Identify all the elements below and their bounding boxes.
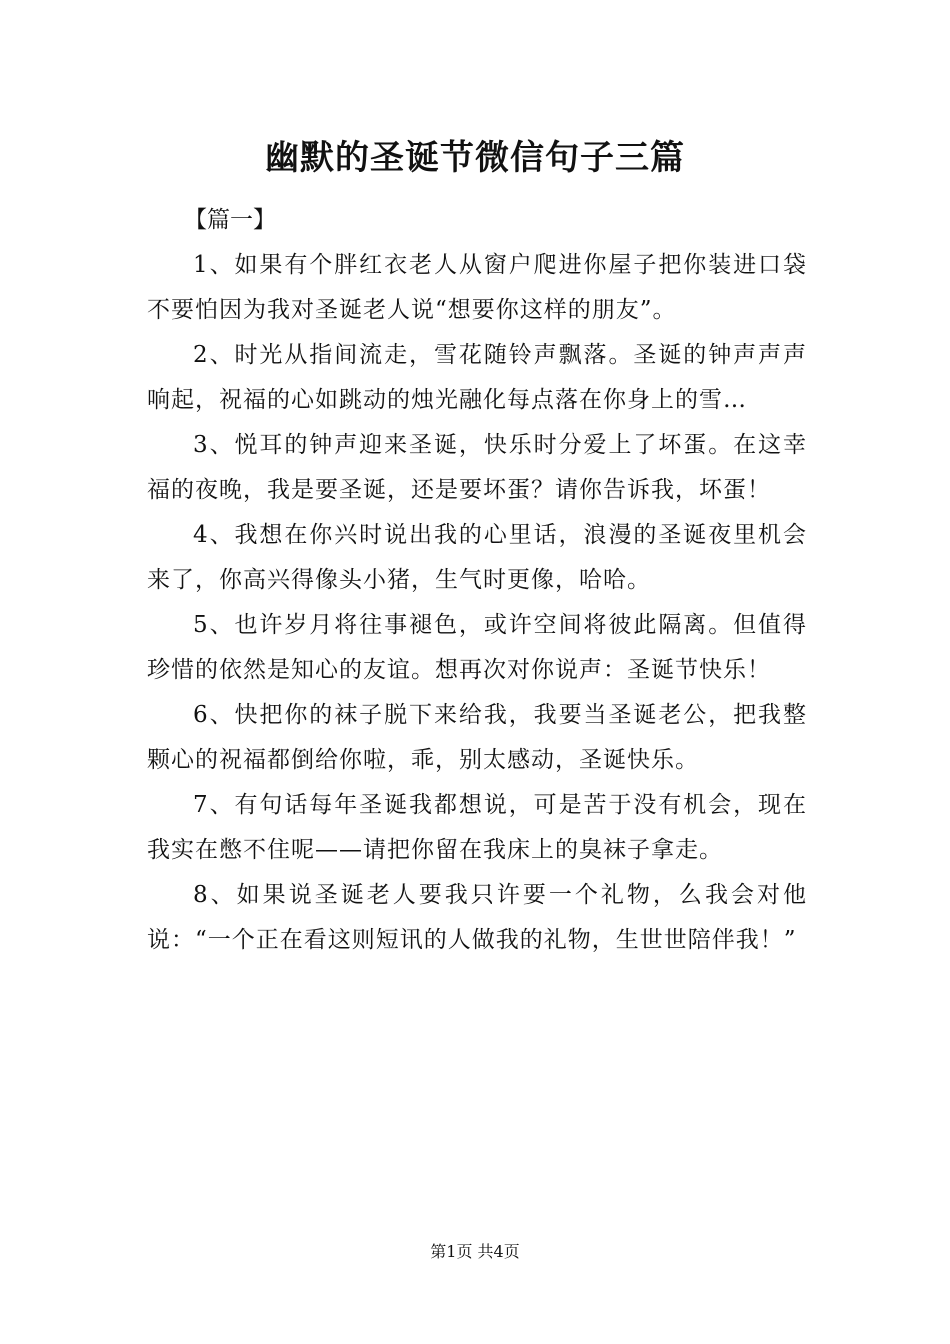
- paragraph-5: 5、也许岁月将往事褪色，或许空间将彼此隔离。但值得珍惜的依然是知心的友谊。想再次对你说声：圣诞节快乐！: [147, 612, 807, 683]
- document-title: 幽默的圣诞节微信句子三篇: [265, 138, 685, 178]
- document-body: [147, 198, 807, 963]
- paragraph-7: 7、有句话每年圣诞我都想说，可是苦于没有机会，现在我实在憋不住呢——请把你留在我床上的臭袜子拿走。: [147, 792, 807, 863]
- page-footer: 第1页 共4页: [430, 1242, 520, 1261]
- paragraph-6: 6、快把你的袜子脱下来给我，我要当圣诞老公，把我整颗心的祝福都倒给你啦，乖，别太感动，圣诞快乐。: [147, 702, 807, 773]
- paragraph-4: 4、我想在你兴时说出我的心里话，浪漫的圣诞夜里机会来了，你高兴得像头小猪，生气时更像，哈哈。: [147, 522, 807, 593]
- paragraph-1: 1、如果有个胖红衣老人从窗户爬进你屋子把你装进口袋不要怕因为我对圣诞老人说“想要你这样的朋友”。: [147, 252, 807, 323]
- section-heading: 【篇一】: [184, 207, 276, 233]
- paragraph-2: 2、时光从指间流走，雪花随铃声飘落。圣诞的钟声声声响起，祝福的心如跳动的烛光融化每点落在你身上的雪…: [147, 342, 807, 413]
- paragraph-3: 3、悦耳的钟声迎来圣诞，快乐时分爱上了坏蛋。在这幸福的夜晚，我是要圣诞，还是要坏蛋？请你告诉我，坏蛋！: [147, 432, 807, 503]
- paragraph-8: 8、如果说圣诞老人要我只许要一个礼物，么我会对他说：“一个正在看这则短讯的人做我的礼物，生世世陪伴我！”: [147, 882, 807, 953]
